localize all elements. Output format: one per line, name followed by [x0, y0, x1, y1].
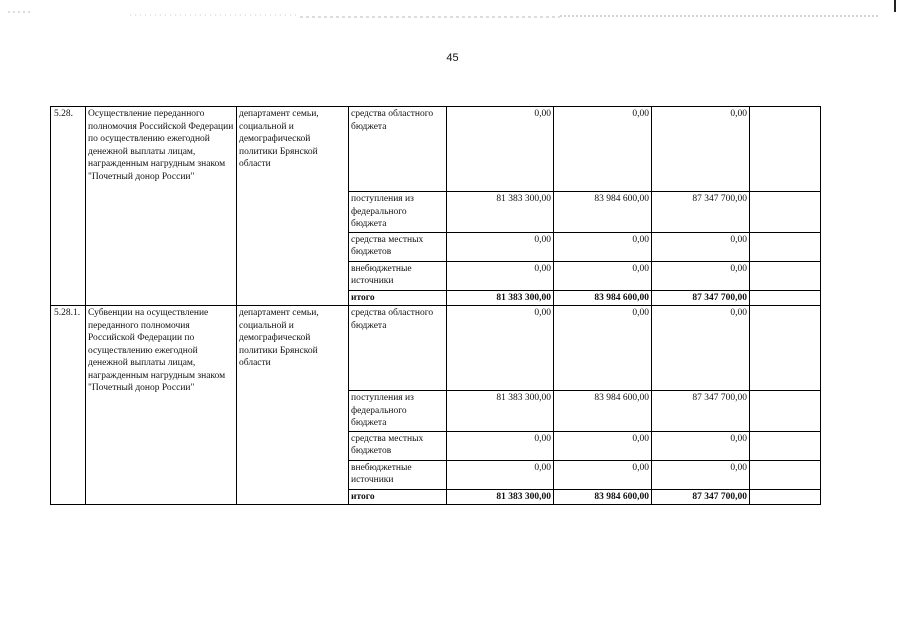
- value-year-2: 0,00: [554, 232, 652, 261]
- section-executor: департамент семьи, социальной и демографической политики Брянской области: [237, 107, 349, 306]
- section-code: 5.28.: [51, 107, 86, 306]
- empty-cell: [750, 107, 821, 192]
- empty-cell: [750, 391, 821, 432]
- empty-cell: [750, 261, 821, 290]
- empty-cell: [750, 192, 821, 233]
- value-year-3: 0,00: [652, 261, 750, 290]
- funding-source-total: итого: [349, 489, 447, 505]
- value-year-1: 0,00: [447, 261, 554, 290]
- value-year-2: 0,00: [554, 431, 652, 460]
- value-year-1: 0,00: [447, 460, 554, 489]
- section-description: Субвенции на осуществление переданного полномочия Российской Федерации по осуществлению ежегодной денежной выплаты лицам, награжденным нагрудным знаком "Почетный донор России": [86, 306, 237, 505]
- empty-cell: [750, 306, 821, 391]
- value-year-3: 0,00: [652, 306, 750, 391]
- value-year-2: 83 984 600,00: [554, 489, 652, 505]
- value-year-3: 87 347 700,00: [652, 391, 750, 432]
- value-year-1: 81 383 300,00: [447, 489, 554, 505]
- table-row: [51, 107, 821, 192]
- value-year-2: 83 984 600,00: [554, 391, 652, 432]
- value-year-1: 0,00: [447, 306, 554, 391]
- budget-table: [50, 106, 821, 505]
- value-year-2: 0,00: [554, 306, 652, 391]
- empty-cell: [750, 232, 821, 261]
- empty-cell: [750, 290, 821, 306]
- table-row: [51, 306, 821, 391]
- funding-source: средства местных бюджетов: [349, 232, 447, 261]
- funding-source: внебюджетные источники: [349, 460, 447, 489]
- funding-source-total: итого: [349, 290, 447, 306]
- funding-source: средства областного бюджета: [349, 306, 447, 391]
- value-year-1: 81 383 300,00: [447, 391, 554, 432]
- value-year-3: 0,00: [652, 431, 750, 460]
- value-year-3: 87 347 700,00: [652, 192, 750, 233]
- funding-source: внебюджетные источники: [349, 261, 447, 290]
- funding-source: поступления из федерального бюджета: [349, 192, 447, 233]
- scan-artifact-top: [0, 0, 905, 22]
- empty-cell: [750, 431, 821, 460]
- value-year-3: 87 347 700,00: [652, 489, 750, 505]
- value-year-2: 83 984 600,00: [554, 290, 652, 306]
- value-year-2: 0,00: [554, 460, 652, 489]
- value-year-2: 0,00: [554, 107, 652, 192]
- value-year-3: 87 347 700,00: [652, 290, 750, 306]
- value-year-2: 83 984 600,00: [554, 192, 652, 233]
- value-year-1: 0,00: [447, 232, 554, 261]
- empty-cell: [750, 489, 821, 505]
- empty-cell: [750, 460, 821, 489]
- value-year-1: 0,00: [447, 431, 554, 460]
- funding-source: средства местных бюджетов: [349, 431, 447, 460]
- section-executor: департамент семьи, социальной и демографической политики Брянской области: [237, 306, 349, 505]
- funding-source: средства областного бюджета: [349, 107, 447, 192]
- section-description: Осуществление переданного полномочия Российской Федерации по осуществлению ежегодной денежной выплаты лицам, награжденным нагрудным знаком "Почетный донор России": [86, 107, 237, 306]
- section-code: 5.28.1.: [51, 306, 86, 505]
- value-year-1: 81 383 300,00: [447, 192, 554, 233]
- value-year-3: 0,00: [652, 107, 750, 192]
- page-number: 45: [446, 52, 459, 64]
- value-year-3: 0,00: [652, 232, 750, 261]
- value-year-1: 0,00: [447, 107, 554, 192]
- funding-source: поступления из федерального бюджета: [349, 391, 447, 432]
- value-year-3: 0,00: [652, 460, 750, 489]
- value-year-1: 81 383 300,00: [447, 290, 554, 306]
- value-year-2: 0,00: [554, 261, 652, 290]
